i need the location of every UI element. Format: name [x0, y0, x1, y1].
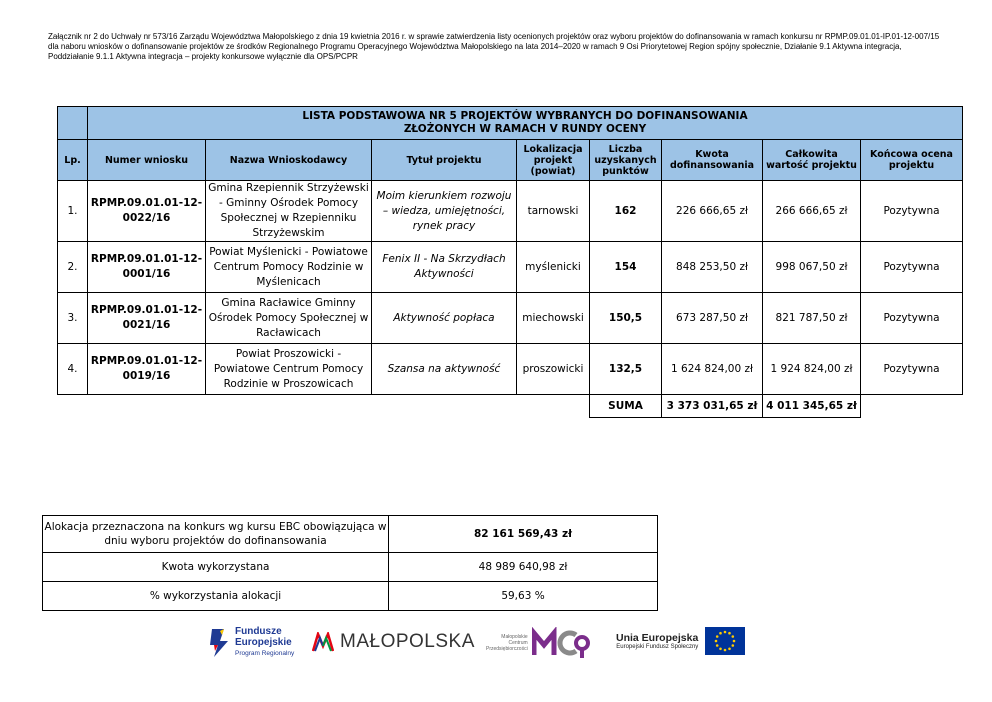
table-row — [58, 293, 963, 344]
projects-table — [57, 106, 963, 418]
cell-kwota: 848 253,50 zł — [662, 242, 763, 293]
cell-nazwa: Gmina Rzepiennik Strzyżewski - Gminny Ośrodek Pomocy Społecznej w Rzepienniku Strzyżewskim — [206, 181, 372, 242]
cell-numer: RPMP.09.01.01-12-0019/16 — [88, 344, 206, 395]
allocation-row — [43, 516, 658, 553]
allocation-label: Alokacja przeznaczona na konkurs wg kursu EBC obowiązująca w dniu wyboru projektów do dofinansowania — [43, 516, 389, 553]
cell-lp: 2. — [58, 242, 88, 293]
logos-footer — [0, 625, 992, 669]
cell-lokalizacja: tarnowski — [517, 181, 590, 242]
cell-ocena: Pozytywna — [861, 242, 963, 293]
eu-flag-icon — [705, 627, 745, 655]
cell-nazwa: Gmina Racławice Gminny Ośrodek Pomocy Społecznej w Racławicach — [206, 293, 372, 344]
used-amount-label: Kwota wykorzystana — [43, 553, 389, 582]
cell-tytul: Moim kierunkiem rozwoju – wiedza, umiejętności, rynek pracy — [372, 181, 517, 242]
cell-tytul: Fenix II - Na Skrzydłach Aktywności — [372, 242, 517, 293]
cell-punkty: 162 — [590, 181, 662, 242]
fe-line3: Program Regionalny — [235, 649, 295, 657]
header-nazwa: Nazwa Wnioskodawcy — [206, 140, 372, 181]
malopolska-logo — [312, 631, 475, 653]
used-amount-row — [43, 553, 658, 582]
table-title — [88, 107, 963, 140]
usage-percent-label: % wykorzystania alokacji — [43, 582, 389, 611]
cell-wartosc: 998 067,50 zł — [763, 242, 861, 293]
cell-punkty: 150,5 — [590, 293, 662, 344]
cell-nazwa: Powiat Proszowicki - Powiatowe Centrum Pomocy Rodzinie w Proszowicach — [206, 344, 372, 395]
header-numer: Numer wniosku — [88, 140, 206, 181]
table-row — [58, 242, 963, 293]
used-amount-value: 48 989 640,98 zł — [389, 553, 658, 582]
usage-percent-value: 59,63 % — [389, 582, 658, 611]
usage-percent-row — [43, 582, 658, 611]
cell-numer: RPMP.09.01.01-12-0021/16 — [88, 293, 206, 344]
sum-spacer-right — [861, 395, 963, 418]
table-row — [58, 344, 963, 395]
malopolska-text: MAŁOPOLSKA — [340, 631, 475, 652]
cell-lokalizacja: myślenicki — [517, 242, 590, 293]
table-title-line1: LISTA PODSTAWOWA NR 5 PROJEKTÓW WYBRANYCH DO DOFINANSOWANIA — [302, 110, 748, 122]
cell-lp: 3. — [58, 293, 88, 344]
mcp-logo — [486, 627, 592, 659]
cell-ocena: Pozytywna — [861, 344, 963, 395]
cell-ocena: Pozytywna — [861, 181, 963, 242]
mcp-mark-icon — [532, 627, 592, 659]
cell-ocena: Pozytywna — [861, 293, 963, 344]
malopolska-m-icon — [312, 632, 334, 652]
cell-lokalizacja: miechowski — [517, 293, 590, 344]
fe-star-icon — [210, 625, 230, 659]
sum-spacer — [58, 395, 590, 418]
fundusze-europejskie-logo — [210, 625, 294, 659]
cell-kwota: 673 287,50 zł — [662, 293, 763, 344]
cell-tytul: Szansa na aktywność — [372, 344, 517, 395]
fe-line1: Fundusze — [235, 625, 282, 637]
cell-wartosc: 266 666,65 zł — [763, 181, 861, 242]
allocation-table — [42, 515, 658, 611]
sum-wartosc: 4 011 345,65 zł — [763, 395, 861, 418]
header-lokalizacja: Lokalizacja projekt (powiat) — [517, 140, 590, 181]
cell-tytul: Aktywność popłaca — [372, 293, 517, 344]
ue-line2: Europejski Fundusz Społeczny — [616, 644, 699, 650]
cell-lp: 4. — [58, 344, 88, 395]
sum-kwota: 3 373 031,65 zł — [662, 395, 763, 418]
header-punkty: Liczba uzyskanych punktów — [590, 140, 662, 181]
cell-numer: RPMP.09.01.01-12-0001/16 — [88, 242, 206, 293]
cell-punkty: 154 — [590, 242, 662, 293]
header-tytul: Tytuł projektu — [372, 140, 517, 181]
cell-nazwa: Powiat Myślenicki - Powiatowe Centrum Pomocy Rodzinie w Myślenicach — [206, 242, 372, 293]
mcp-small2: Centrum — [508, 640, 528, 646]
cell-kwota: 226 666,65 zł — [662, 181, 763, 242]
allocation-value: 82 161 569,43 zł — [389, 516, 658, 553]
title-corner — [58, 107, 88, 140]
cell-lp: 1. — [58, 181, 88, 242]
unia-europejska-logo — [616, 627, 745, 655]
ue-line1: Unia Europejska — [616, 632, 699, 644]
table-title-line2: ZŁOŻONYCH W RAMACH V RUNDY OCENY — [403, 123, 647, 135]
header-lp: Lp. — [58, 140, 88, 181]
sum-label: SUMA — [590, 395, 662, 418]
mcp-small3: Przedsiębiorczości — [486, 646, 528, 652]
cell-kwota: 1 624 824,00 zł — [662, 344, 763, 395]
cell-numer: RPMP.09.01.01-12-0022/16 — [88, 181, 206, 242]
header-kwota: Kwota dofinansowania — [662, 140, 763, 181]
cell-wartosc: 1 924 824,00 zł — [763, 344, 861, 395]
sum-row — [58, 395, 963, 418]
header-note: Załącznik nr 2 do Uchwały nr 573/16 Zarządu Województwa Małopolskiego z dnia 19 kwietnia 2016 r. w sprawie zatwierdzenia listy ocenionych projektów oraz wyboru projektów do dofinansowania w ramach konkursu nr RPMP.09.01.01-IP.01-12-007/15 dla naboru wniosków o dofinansowanie projektów ze środków Regionalnego Programu Operacyjnego Województwa Małopolskiego na lata 2014–2020 w ramach 9 Osi Priorytetowej Region spójny społecznie, Działanie 9.1 Aktywna integracja, Poddziałanie 9.1.1 Aktywna integracja – projekty konkursowe wyłącznie dla OPS/PCPR — [48, 32, 940, 61]
cell-punkty: 132,5 — [590, 344, 662, 395]
fe-line2: Europejskie — [235, 636, 292, 648]
mcp-small1: Małopolskie — [501, 634, 528, 640]
cell-lokalizacja: proszowicki — [517, 344, 590, 395]
table-row — [58, 181, 963, 242]
header-wartosc: Całkowita wartość projektu — [763, 140, 861, 181]
cell-wartosc: 821 787,50 zł — [763, 293, 861, 344]
header-ocena: Końcowa ocena projektu — [861, 140, 963, 181]
